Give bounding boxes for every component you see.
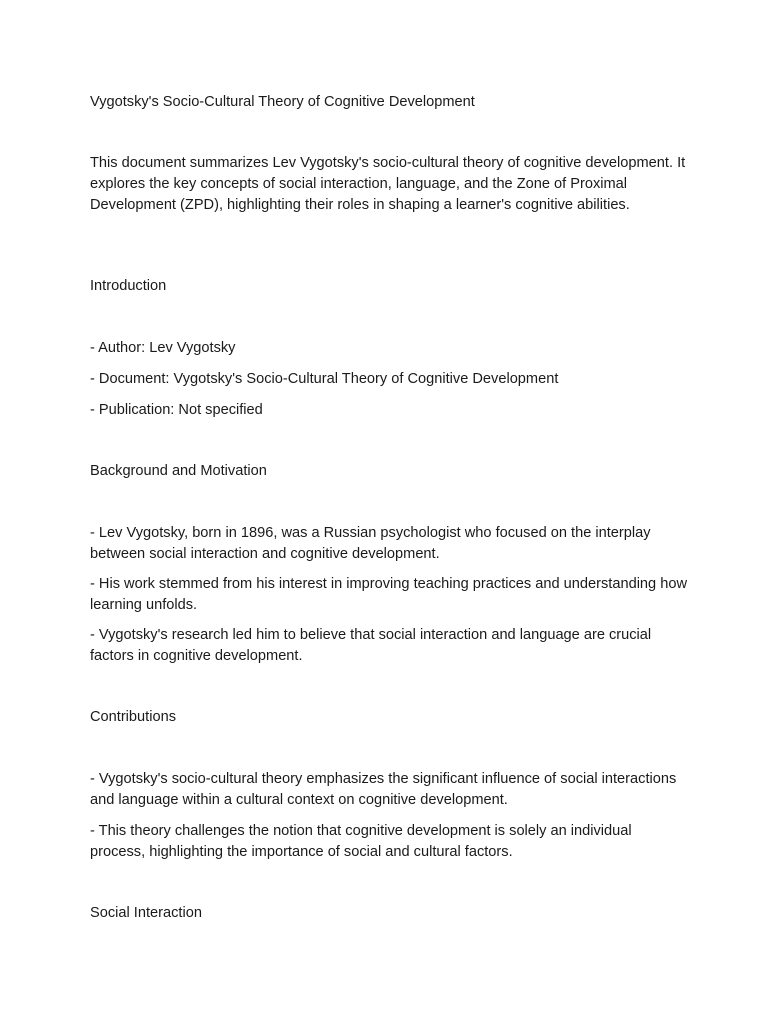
list-item: - Document: Vygotsky's Socio-Cultural Theory of Cognitive Development (90, 371, 559, 387)
list-item: - Publication: Not specified (90, 402, 263, 418)
list-item: - Vygotsky's research led him to believe that social interaction and language are crucial factors in cognitive development. (90, 627, 652, 664)
section-heading-background: Background and Motivation (90, 463, 267, 479)
section-heading-contributions: Contributions (90, 709, 176, 725)
section-heading-social-interaction: Social Interaction (90, 905, 202, 921)
list-item: - Lev Vygotsky, born in 1896, was a Russian psychologist who focused on the interplay between social interaction and cognitive development. (90, 525, 651, 562)
document-title: Vygotsky's Socio-Cultural Theory of Cognitive Development (90, 94, 475, 110)
document-summary: This document summarizes Lev Vygotsky's socio-cultural theory of cognitive development. It explores the key concepts of social interaction, language, and the Zone of Proximal Development (ZPD), highlighting their roles in shaping a learner's cognitive abilities. (90, 155, 686, 213)
list-item: - Vygotsky's socio-cultural theory emphasizes the significant influence of social interactions and language within a cultural context on cognitive development. (90, 771, 677, 808)
list-item: - His work stemmed from his interest in improving teaching practices and understanding how learning unfolds. (90, 576, 687, 613)
list-item: - Author: Lev Vygotsky (90, 340, 236, 356)
section-heading-introduction: Introduction (90, 278, 167, 294)
list-item: - This theory challenges the notion that cognitive development is solely an individual process, highlighting the importance of social and cultural factors. (90, 823, 632, 860)
